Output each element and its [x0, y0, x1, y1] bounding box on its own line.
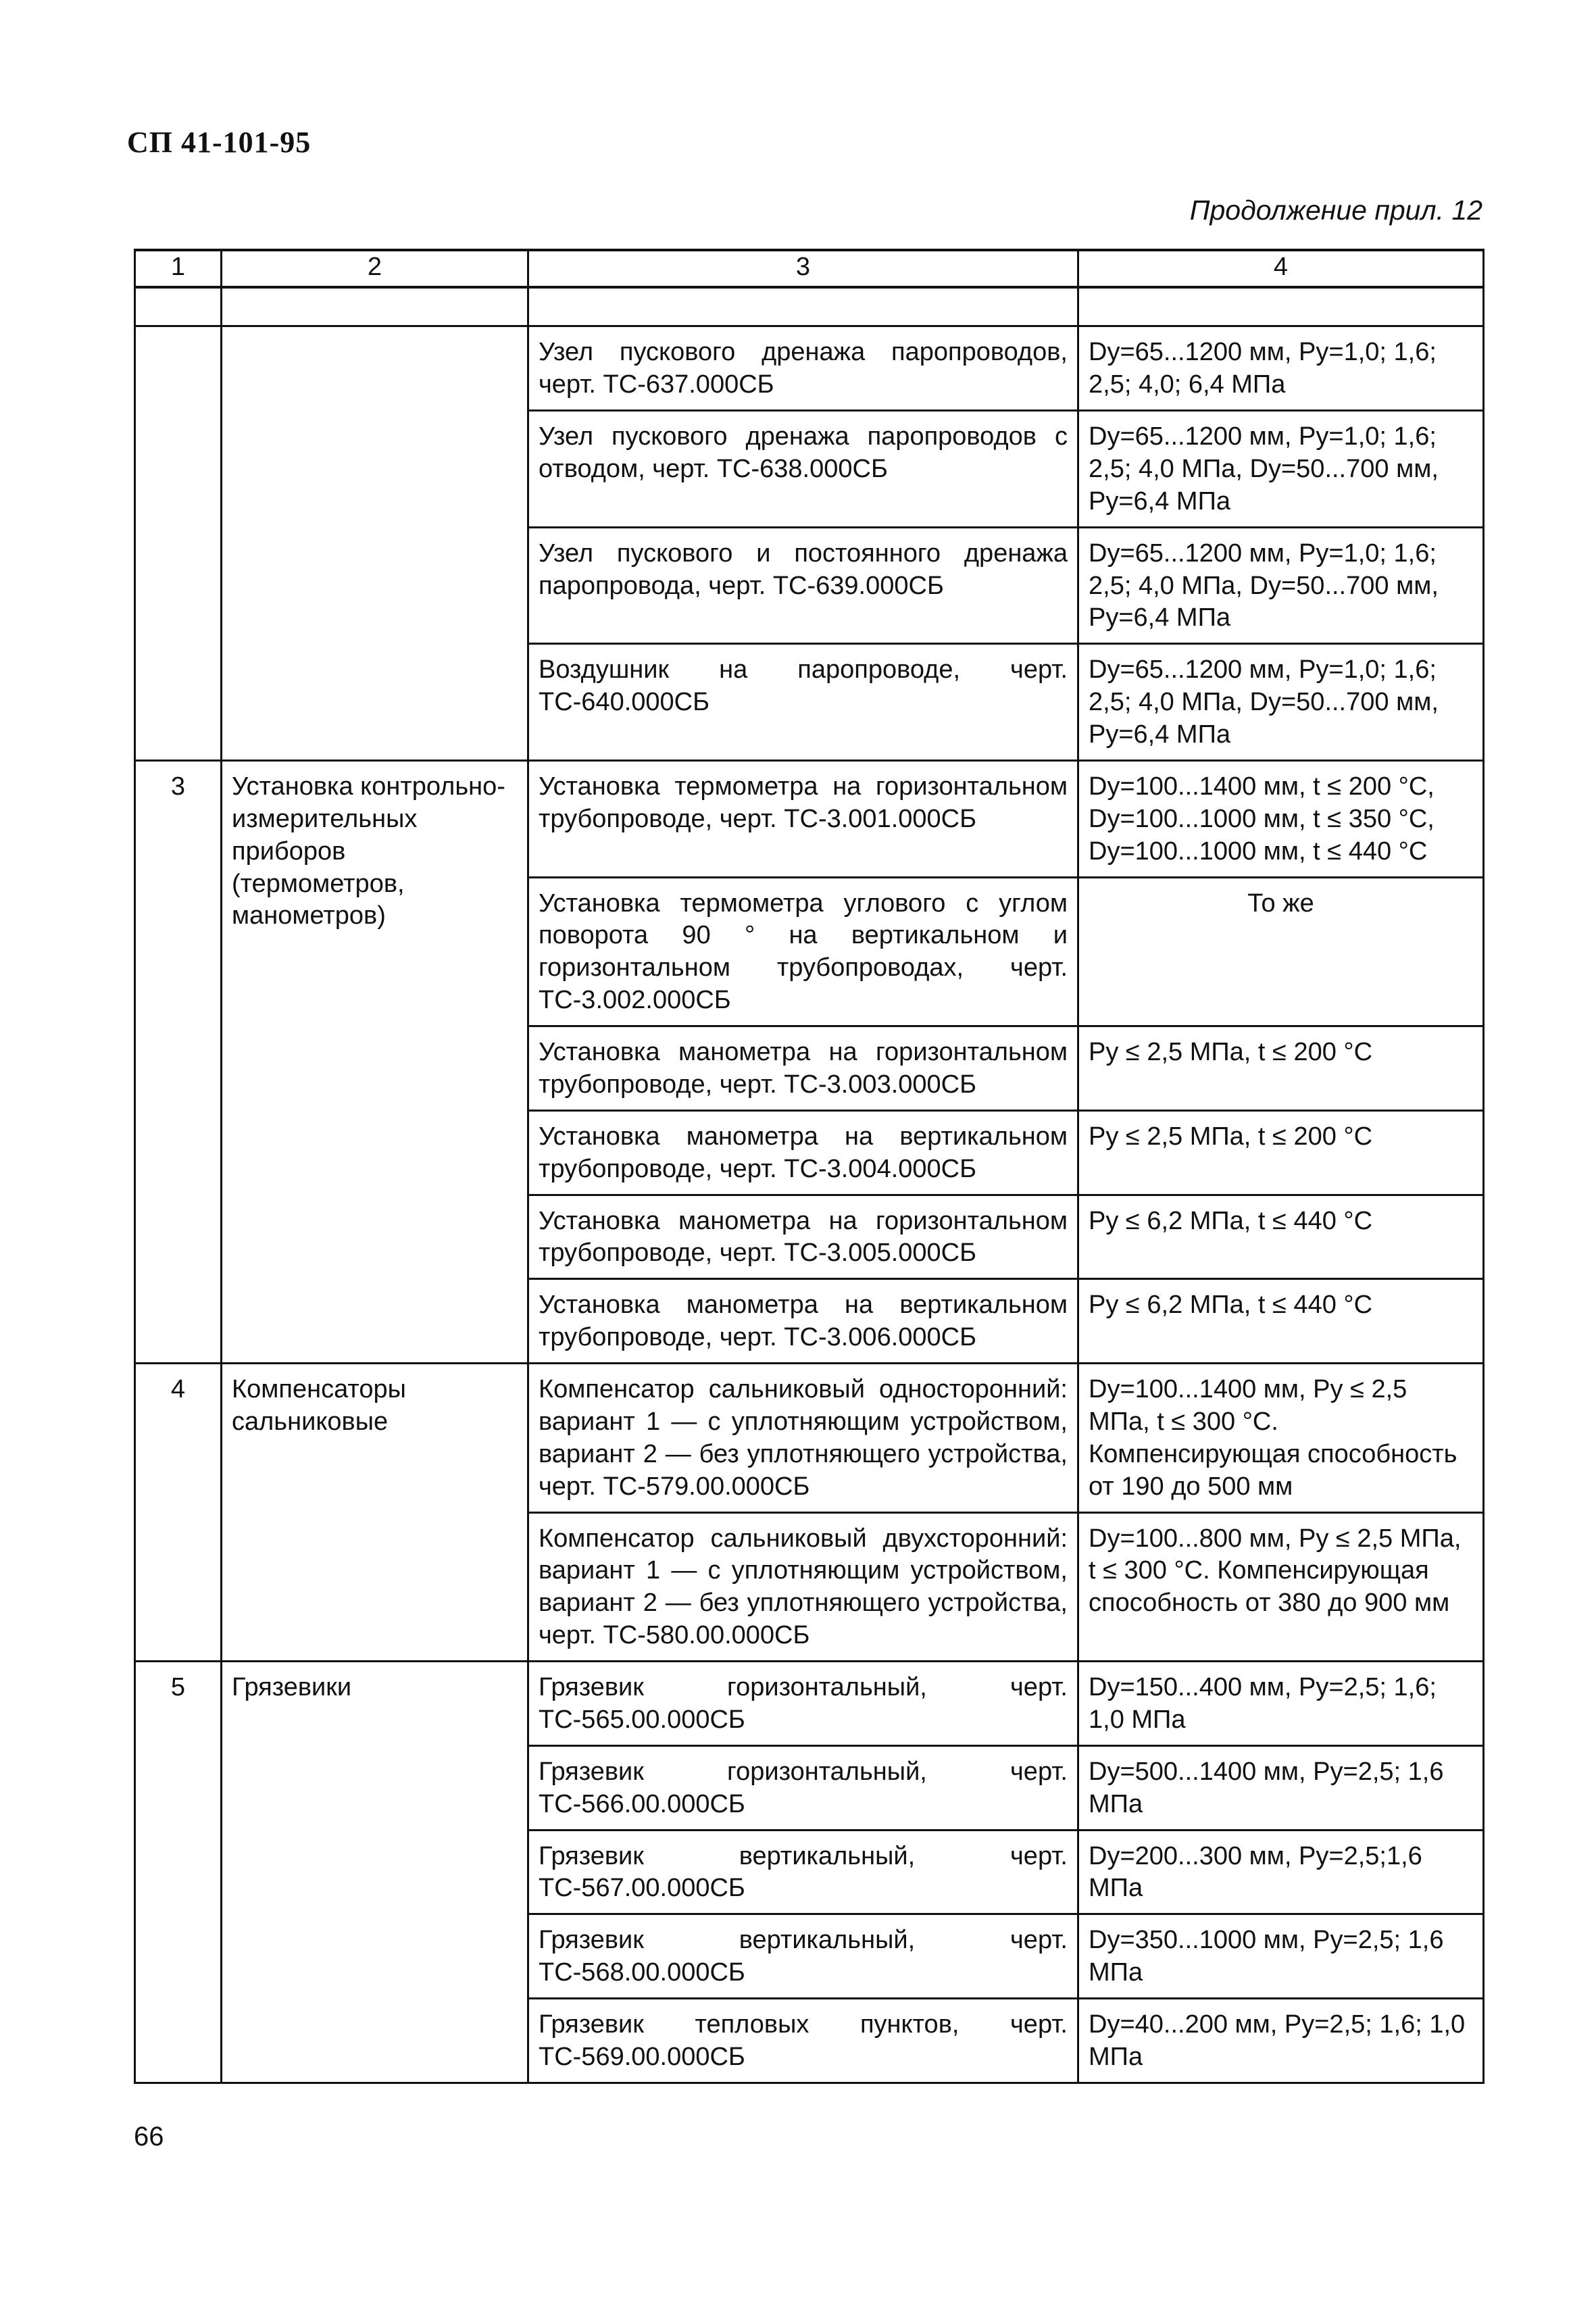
header-spacer-row — [135, 287, 1484, 326]
table-row — [135, 326, 1484, 411]
item-specification: Dy=65...1200 мм, Py=1,0; 1,6; 2,5; 4,0; 6,4 МПа — [1078, 326, 1484, 411]
continuation-label: Продолжение прил. 12 — [1189, 195, 1482, 226]
group-name — [222, 326, 528, 761]
column-number-1: 1 — [135, 250, 222, 287]
item-specification: Dy=40...200 мм, Py=2,5; 1,6; 1,0 МПа — [1078, 1999, 1484, 2083]
item-specification: Py ≤ 2,5 МПа, t ≤ 200 °С — [1078, 1110, 1484, 1195]
item-specification: Dy=65...1200 мм, Py=1,0; 1,6; 2,5; 4,0 МПа, Dy=50...700 мм, Py=6,4 МПа — [1078, 411, 1484, 528]
item-description: Компенсатор сальниковый односторонний: вариант 1 — с уплотняющим устройством, вариант 2 — без уплотняющего устройства, черт. ТС-579.00.000СБ — [528, 1364, 1078, 1513]
item-specification: Py ≤ 2,5 МПа, t ≤ 200 °С — [1078, 1026, 1484, 1111]
item-description: Грязевик горизонтальный, черт. ТС-565.00.000СБ — [528, 1662, 1078, 1746]
spacer-cell — [528, 287, 1078, 326]
item-description: Узел пускового и постоянного дренажа паропровода, черт. ТС-639.000СБ — [528, 527, 1078, 644]
item-description: Установка манометра на вертикальном трубопроводе, черт. ТС-3.004.000СБ — [528, 1110, 1078, 1195]
table-row — [135, 1662, 1484, 1746]
item-specification: Dy=65...1200 мм, Py=1,0; 1,6; 2,5; 4,0 МПа, Dy=50...700 мм, Py=6,4 МПа — [1078, 644, 1484, 761]
item-specification: То же — [1078, 877, 1484, 1026]
document-code: СП 41-101-95 — [127, 126, 311, 159]
group-number: 4 — [135, 1364, 222, 1662]
item-specification: Dy=150...400 мм, Py=2,5; 1,6; 1,0 МПа — [1078, 1662, 1484, 1746]
column-number-2: 2 — [222, 250, 528, 287]
item-description: Грязевик вертикальный, черт. ТС-567.00.000СБ — [528, 1830, 1078, 1914]
spacer-cell — [135, 287, 222, 326]
item-specification: Py ≤ 6,2 МПа, t ≤ 440 °С — [1078, 1279, 1484, 1364]
item-description: Грязевик горизонтальный, черт. ТС-566.00.000СБ — [528, 1745, 1078, 1830]
item-specification: Dy=65...1200 мм, Py=1,0; 1,6; 2,5; 4,0 МПа, Dy=50...700 мм, Py=6,4 МПа — [1078, 527, 1484, 644]
item-description: Грязевик тепловых пунктов, черт. ТС-569.00.000СБ — [528, 1999, 1078, 2083]
item-specification: Dy=100...1400 мм, Py ≤ 2,5 МПа, t ≤ 300 °С. Компенсирующая способность от 190 до 500 мм — [1078, 1364, 1484, 1513]
item-specification: Dy=200...300 мм, Py=2,5;1,6 МПа — [1078, 1830, 1484, 1914]
table-row — [135, 1364, 1484, 1513]
item-description: Воздушник на паропроводе, черт. ТС-640.000СБ — [528, 644, 1078, 761]
page-number: 66 — [134, 2122, 164, 2151]
item-description: Компенсатор сальниковый двухсторонний: вариант 1 — с уплотняющим устройством, вариант 2 — без уплотняющего устройства, черт. ТС-580.00.000СБ — [528, 1512, 1078, 1662]
column-number-4: 4 — [1078, 250, 1484, 287]
item-description: Установка манометра на вертикальном трубопроводе, черт. ТС-3.006.000СБ — [528, 1279, 1078, 1364]
item-description: Грязевик вертикальный, черт. ТС-568.00.000СБ — [528, 1914, 1078, 1999]
item-specification: Py ≤ 6,2 МПа, t ≤ 440 °С — [1078, 1195, 1484, 1279]
item-description: Узел пускового дренажа паропроводов, черт. ТС-637.000СБ — [528, 326, 1078, 411]
group-number — [135, 326, 222, 761]
table-row — [135, 760, 1484, 877]
item-specification: Dy=500...1400 мм, Py=2,5; 1,6 МПа — [1078, 1745, 1484, 1830]
spacer-cell — [222, 287, 528, 326]
item-description: Установка термометра углового с углом поворота 90 ° на вертикальном и горизонтальном трубопроводах, черт. ТС-3.002.000СБ — [528, 877, 1078, 1026]
group-name: Грязевики — [222, 1662, 528, 2083]
item-specification: Dy=100...800 мм, Py ≤ 2,5 МПа, t ≤ 300 °С. Компенсирующая способность от 380 до 900 мм — [1078, 1512, 1484, 1662]
item-description: Установка манометра на горизонтальном трубопроводе, черт. ТС-3.005.000СБ — [528, 1195, 1078, 1279]
group-number: 5 — [135, 1662, 222, 2083]
spacer-cell — [1078, 287, 1484, 326]
group-name: Установка контрольно-измерительных приборов (термометров, манометров) — [222, 760, 528, 1363]
item-specification: Dy=100...1400 мм, t ≤ 200 °С, Dy=100...1000 мм, t ≤ 350 °С, Dy=100...1000 мм, t ≤ 440 °С — [1078, 760, 1484, 877]
appendix-table — [134, 249, 1485, 2084]
item-description: Узел пускового дренажа паропроводов с отводом, черт. ТС-638.000СБ — [528, 411, 1078, 528]
item-description: Установка манометра на горизонтальном трубопроводе, черт. ТС-3.003.000СБ — [528, 1026, 1078, 1111]
column-number-row — [135, 250, 1484, 287]
item-specification: Dy=350...1000 мм, Py=2,5; 1,6 МПа — [1078, 1914, 1484, 1999]
group-name: Компенсаторы сальниковые — [222, 1364, 528, 1662]
item-description: Установка термометра на горизонтальном трубопроводе, черт. ТС-3.001.000СБ — [528, 760, 1078, 877]
column-number-3: 3 — [528, 250, 1078, 287]
group-number: 3 — [135, 760, 222, 1363]
